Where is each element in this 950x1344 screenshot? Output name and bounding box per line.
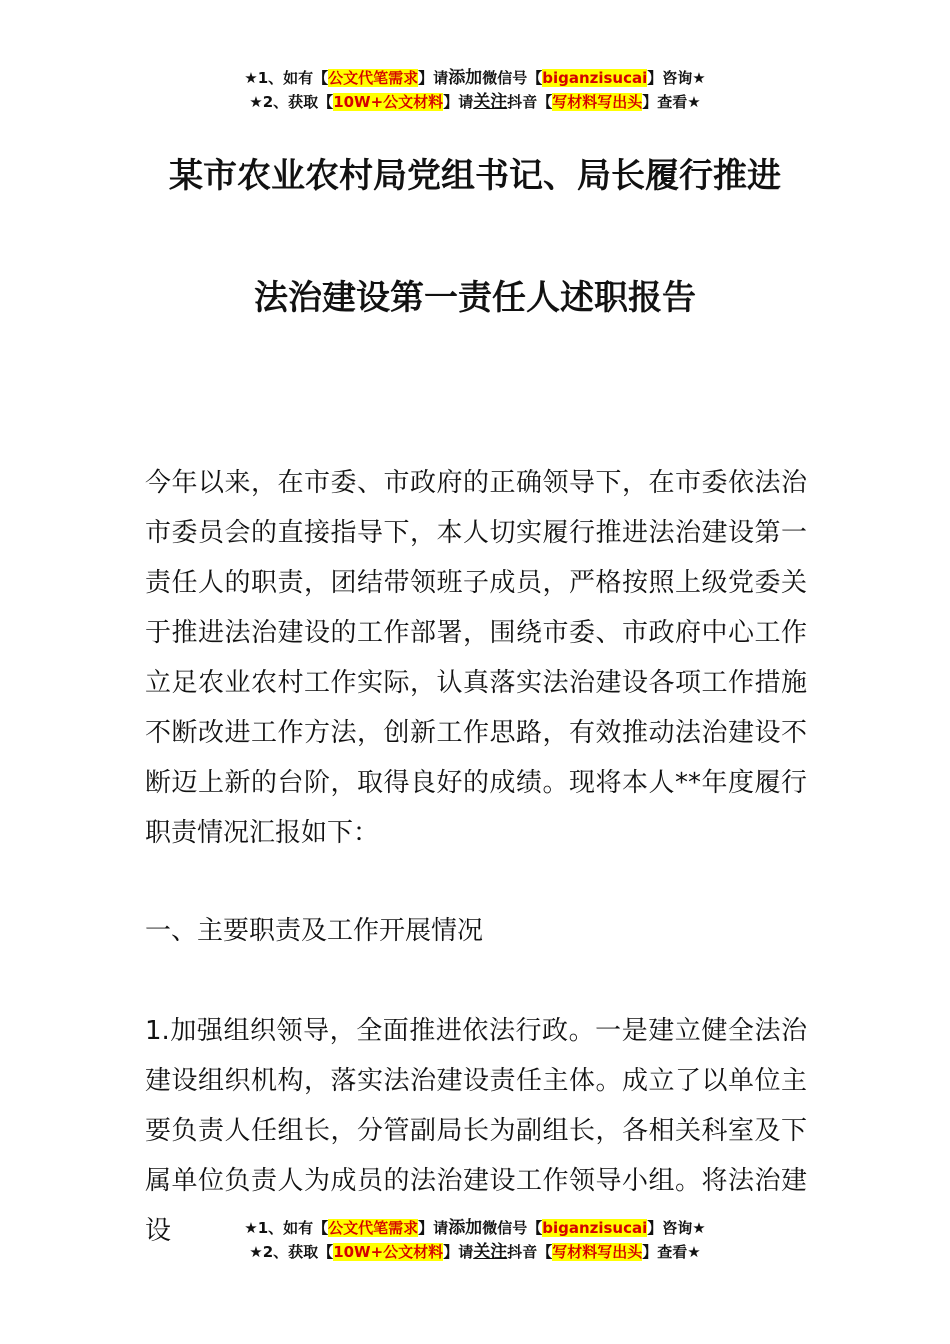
- promo-highlight: 10W+公文材料: [333, 93, 444, 111]
- promo-text: 微信号【: [482, 69, 543, 87]
- promo-text: ★2、获取【: [249, 1243, 334, 1261]
- promo-text: ★2、获取【: [249, 93, 334, 111]
- promo-highlight: biganzisucai: [542, 1219, 648, 1237]
- section-1-paragraph: 1.加强组织领导，全面推进依法行政。一是建立健全法治建设组织机构，落实法治建设责任主体。成立了以单位主要负责人任组长，分管副局长为副组长，各相关科室及下属单位负责人为成员的法治建设工作领导小组。将法治建设: [145, 1016, 807, 1246]
- promo-text: 】查看★: [642, 93, 701, 111]
- promo-highlight: 公文代笔需求: [328, 1219, 419, 1237]
- document-title-line-1: 某市农业农村局党组书记、局长履行推进: [169, 156, 781, 196]
- promo-text: ★1、如有【: [244, 1219, 329, 1237]
- promo-text: 】查看★: [642, 1243, 701, 1261]
- section-heading-1: 一、主要职责及工作开展情况: [145, 916, 484, 946]
- promo-line-1: [0, 1216, 950, 1240]
- document-title-line-2: 法治建设第一责任人述职报告: [254, 278, 696, 318]
- promo-highlight: 10W+公文材料: [333, 1243, 444, 1261]
- promo-text: 抖音【: [507, 1243, 553, 1261]
- promo-text: 微信号【: [482, 1219, 543, 1237]
- promo-emphasis: 关注: [473, 1242, 508, 1262]
- promo-highlight: 写材料写出头: [552, 1243, 643, 1261]
- promo-emphasis: 添加: [448, 1218, 483, 1238]
- promo-banner-bottom: [0, 1216, 950, 1264]
- promo-highlight: biganzisucai: [542, 69, 648, 87]
- promo-highlight: 公文代笔需求: [328, 69, 419, 87]
- promo-text: 抖音【: [507, 93, 553, 111]
- promo-text: 】咨询★: [647, 1219, 706, 1237]
- promo-text: ★1、如有【: [244, 69, 329, 87]
- promo-emphasis: 添加: [448, 68, 483, 88]
- promo-line-1: [0, 66, 950, 90]
- promo-text: 】请: [443, 1243, 474, 1261]
- promo-highlight: 写材料写出头: [552, 93, 643, 111]
- promo-text: 】咨询★: [647, 69, 706, 87]
- promo-text: 】请: [418, 1219, 449, 1237]
- promo-emphasis: 关注: [473, 92, 508, 112]
- promo-line-2: [0, 1240, 950, 1264]
- intro-paragraph: 今年以来，在市委、市政府的正确领导下，在市委依法治市委员会的直接指导下，本人切实履行推进法治建设第一责任人的职责，团结带领班子成员，严格按照上级党委关于推进法治建设的工作部署，围绕市委、市政府中心工作立足农业农村工作实际，认真落实法治建设各项工作措施不断改进工作方法，创新工作思路，有效推动法治建设不断迈上新的台阶，取得良好的成绩。现将本人**年度履行职责情况汇报如下：: [145, 468, 807, 848]
- promo-text: 】请: [418, 69, 449, 87]
- promo-line-2: [0, 90, 950, 114]
- promo-banner-top: [0, 66, 950, 114]
- promo-text: 】请: [443, 93, 474, 111]
